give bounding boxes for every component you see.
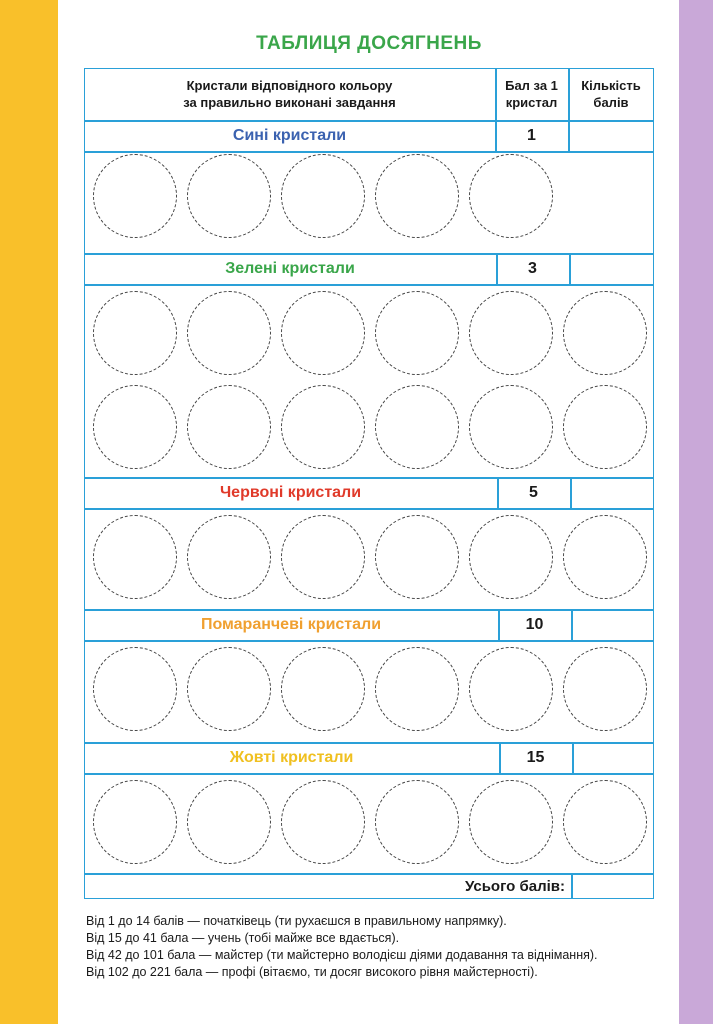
section-score-cell-blue[interactable] <box>568 120 654 151</box>
total-input-cell[interactable] <box>571 873 654 899</box>
section-points-orange: 10 <box>525 615 544 633</box>
crystal-slot[interactable] <box>281 647 365 731</box>
crystal-slot[interactable] <box>375 780 459 864</box>
crystal-slot[interactable] <box>469 385 553 469</box>
total-label: Усього балів: <box>464 877 565 895</box>
crystal-slot[interactable] <box>469 780 553 864</box>
crystal-slot[interactable] <box>563 385 647 469</box>
page-title: ТАБЛИЦЯ ДОСЯГНЕНЬ <box>256 33 482 54</box>
section-score-cell-red[interactable] <box>570 477 654 508</box>
row-divider <box>84 640 654 642</box>
crystal-slot[interactable] <box>187 780 271 864</box>
legend-line-4: Від 102 до 221 бала — профі (вітаємо, ти досяг високого рівня майстерності). <box>86 965 538 979</box>
crystal-slot[interactable] <box>563 780 647 864</box>
score-legend <box>86 913 666 981</box>
crystal-slot[interactable] <box>281 780 365 864</box>
section-label-yellow: Жовті кристали <box>229 748 354 766</box>
crystal-slot[interactable] <box>375 647 459 731</box>
header-crystals-line1: Кристали відповідного кольору <box>186 78 393 93</box>
column-divider <box>495 68 497 120</box>
crystal-slot[interactable] <box>375 385 459 469</box>
right-color-strip <box>679 0 713 1024</box>
section-score-cell-green[interactable] <box>569 253 654 284</box>
crystal-slot[interactable] <box>93 647 177 731</box>
header-points-cell <box>495 68 568 120</box>
crystal-slot[interactable] <box>375 515 459 599</box>
achievement-table <box>84 68 654 899</box>
row-divider <box>84 151 654 153</box>
crystal-slot[interactable] <box>563 515 647 599</box>
crystal-slot[interactable] <box>563 647 647 731</box>
crystal-slot[interactable] <box>93 154 177 238</box>
header-points-line2: кристал <box>505 95 558 110</box>
column-divider <box>568 68 570 120</box>
header-count-line1: Кількість <box>581 78 641 93</box>
crystal-slot[interactable] <box>93 385 177 469</box>
row-divider <box>84 508 654 510</box>
section-label-orange: Помаранчеві кристали <box>200 615 382 633</box>
legend-line-3: Від 42 до 101 бала — майстер (ти майстерно володієш діями додавання та віднімання). <box>86 948 598 962</box>
section-points-blue: 1 <box>527 126 536 144</box>
section-points-green: 3 <box>528 259 537 277</box>
crystal-slot[interactable] <box>281 291 365 375</box>
section-label-red: Червоні кристали <box>219 483 362 501</box>
crystal-slot[interactable] <box>93 515 177 599</box>
section-label-green: Зелені кристали <box>225 259 355 277</box>
crystal-slot[interactable] <box>281 385 365 469</box>
crystal-slot[interactable] <box>375 291 459 375</box>
crystal-slot[interactable] <box>93 780 177 864</box>
header-count-cell <box>568 68 654 120</box>
section-points-yellow: 15 <box>526 748 545 766</box>
crystal-slot[interactable] <box>281 154 365 238</box>
row-divider <box>84 773 654 775</box>
crystal-slot[interactable] <box>187 647 271 731</box>
section-score-cell-yellow[interactable] <box>572 742 654 773</box>
header-crystals-cell <box>84 68 495 120</box>
crystal-slot[interactable] <box>375 154 459 238</box>
crystal-slot[interactable] <box>469 515 553 599</box>
header-points-line1: Бал за 1 <box>505 78 558 93</box>
crystal-slot[interactable] <box>93 291 177 375</box>
section-points-red: 5 <box>529 483 538 501</box>
legend-line-1: Від 1 до 14 балів — початківець (ти рухаєшся в правильному напрямку). <box>86 914 507 928</box>
crystal-slot[interactable] <box>469 154 553 238</box>
crystal-slot[interactable] <box>187 385 271 469</box>
crystal-slot[interactable] <box>187 515 271 599</box>
crystal-slot[interactable] <box>281 515 365 599</box>
legend-line-2: Від 15 до 41 бала — учень (тобі майже все вдається). <box>86 931 400 945</box>
header-count-line2: балів <box>593 95 629 110</box>
left-color-strip <box>0 0 58 1024</box>
crystal-slot[interactable] <box>469 647 553 731</box>
section-label-blue: Сині кристали <box>232 126 347 144</box>
crystal-slot[interactable] <box>187 154 271 238</box>
section-score-cell-orange[interactable] <box>571 609 654 640</box>
total-divider <box>84 873 654 875</box>
crystal-slot[interactable] <box>563 291 647 375</box>
crystal-slot[interactable] <box>469 291 553 375</box>
header-crystals-line2: за правильно виконані завдання <box>183 95 396 110</box>
row-divider <box>84 284 654 286</box>
column-divider <box>571 873 573 899</box>
crystal-slot[interactable] <box>187 291 271 375</box>
